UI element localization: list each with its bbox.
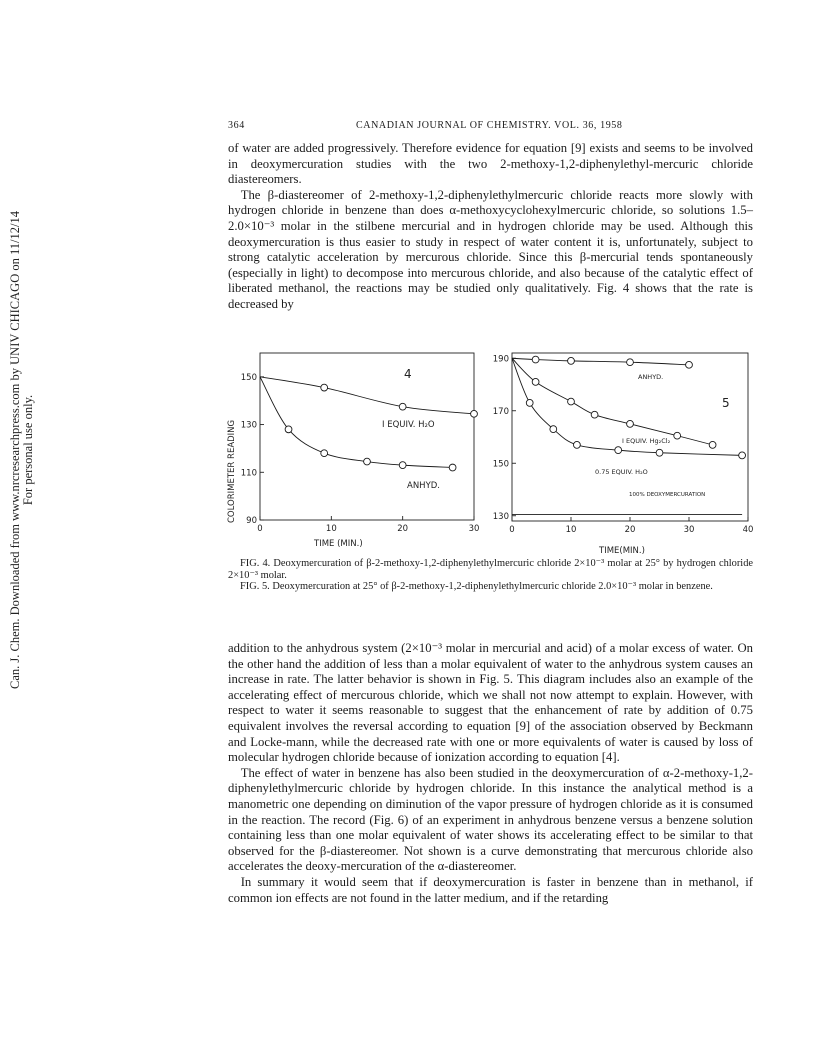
chart-5-series-2-point xyxy=(550,426,557,433)
chart-5-series-line-1 xyxy=(512,358,713,445)
chart-5-x-tick-label: 10 xyxy=(565,525,577,535)
chart-5-series-2-point xyxy=(574,441,581,448)
figure-5-series-label-2: I EQUIV. Hg₂Cl₂ xyxy=(622,437,671,445)
chart-5-series-0-point xyxy=(568,357,575,364)
body-text-top: of water are added progressively. Therefore evidence for equation [9] exists and seems to be involved in deoxymercuration studies with the two 2-methoxy-1,2-diphenylethyl-mercuric chloride diastereomers. The β-diastereomer of 2-methoxy-1,2-diphenylethylmercuric chloride reacts more slowly with hydrogen chloride in benzene than does α-methoxycyclohexylmercuric chloride, so solutions 1.5–2.0×10⁻³ molar in the stilbene mercurial and in hydrogen chloride may be used. Although this deoxymercuration is thus easier to study in respect of water content it is, unfortunately, subject to strong catalytic acceleration by mercurous chloride. Since this β-mercurial tends spontaneously (especially in light) to decompose into mercurous chloride, and also because of the catalytic effect of liberated methanol, the reactions may be studied only qualitatively. Fig. 4 shows that the rate is decreased by xyxy=(228,141,753,311)
figure-4-y-axis-label: COLORIMETER READING xyxy=(227,419,237,523)
figure-4-series-label-2: ANHYD. xyxy=(407,481,441,491)
figure-5-series-label-3: 0.75 EQUIV. H₂O xyxy=(595,468,648,476)
watermark-line-1: Can. J. Chem. Downloaded from www.nrcresearchpress.com by UNIV CHICAGO on 11/12/14 xyxy=(8,211,22,689)
figure-4-axes xyxy=(241,353,480,534)
chart-5-series-0-point xyxy=(686,361,693,368)
chart-5-y-tick-label: 190 xyxy=(492,354,509,365)
chart-5-y-tick-label: 150 xyxy=(492,459,509,470)
chart-5-series-0-point xyxy=(532,356,539,363)
chart-5-series-1-point xyxy=(627,420,634,427)
chart-4-y-tick-label: 110 xyxy=(240,468,257,479)
chart-4-frame xyxy=(260,353,474,520)
chart-5-series-1-point xyxy=(674,432,681,439)
chart-4-series-1-point xyxy=(321,450,328,457)
chart-5-series-0-point xyxy=(627,359,634,366)
chart-4-x-tick-label: 30 xyxy=(468,524,480,534)
figure-captions xyxy=(228,558,753,593)
chart-5-series-1-point xyxy=(568,398,575,405)
figure-5-chart xyxy=(480,343,760,558)
chart-5-series-2-point xyxy=(656,449,663,456)
chart-4-series-line-0 xyxy=(260,377,474,414)
journal-title: CANADIAN JOURNAL OF CHEMISTRY. VOL. 36, 1958 xyxy=(356,120,623,131)
chart-4-series-1-point xyxy=(364,458,371,465)
chart-4-y-tick-label: 90 xyxy=(246,516,257,526)
chart-4-series-1-point xyxy=(449,464,456,471)
chart-4-series-1-point xyxy=(399,462,406,469)
figure-4-x-axis-label: TIME (MIN.) xyxy=(314,539,363,548)
chart-5-x-tick-label: 20 xyxy=(624,525,636,535)
chart-5-x-tick-label: 0 xyxy=(509,525,515,535)
figure-4-panel-label: 4 xyxy=(404,367,412,381)
chart-4-x-tick-label: 0 xyxy=(257,524,263,534)
figure-4-series-label-1: I EQUIV. H₂O xyxy=(382,420,435,430)
chart-5-series-1-point xyxy=(532,378,539,385)
figure-5-x-axis-label: TIME(MIN.) xyxy=(599,546,645,556)
chart-5-series-2-point xyxy=(615,447,622,454)
chart-4-y-tick-label: 130 xyxy=(240,420,257,431)
chart-5-x-tick-label: 30 xyxy=(683,525,695,535)
figure-5-series-label-4: 100% DEOXYMERCURATION xyxy=(629,492,706,498)
chart-5-x-tick-label: 40 xyxy=(742,525,754,535)
download-watermark xyxy=(0,211,44,689)
chart-4-series-0-point xyxy=(471,410,478,417)
figure-5-series xyxy=(512,356,746,514)
chart-4-series-0-point xyxy=(399,403,406,410)
chart-5-series-1-point xyxy=(709,441,716,448)
figure-4-caption: FIG. 4. Deoxymercuration of β-2-methoxy-1,2-diphenylethylmercuric chloride 2×10⁻³ molar at 25° by hydrogen chloride 2×10⁻³ molar. xyxy=(228,558,753,581)
chart-5-y-tick-label: 170 xyxy=(492,406,509,417)
chart-5-series-2-point xyxy=(526,399,533,406)
watermark-line-2: For personal use only. xyxy=(21,394,35,506)
chart-4-x-tick-label: 20 xyxy=(397,524,409,534)
figure-5-caption: FIG. 5. Deoxymercuration at 25° of β-2-methoxy-1,2-diphenylethylmercuric chloride 2.0×10⁻³ molar in benzene. xyxy=(240,581,713,592)
chart-5-series-2-point xyxy=(739,452,746,459)
chart-4-series-1-point xyxy=(285,426,292,433)
page-number: 364 xyxy=(228,120,245,131)
chart-4-y-tick-label: 150 xyxy=(240,372,257,383)
figure-5-series-label-1: ANHYD. xyxy=(638,373,664,381)
figure-5-panel-label: 5 xyxy=(722,396,730,410)
figure-4-chart xyxy=(222,343,484,548)
figure-4-series xyxy=(260,377,477,471)
body-text-bottom: addition to the anhydrous system (2×10⁻³ molar in mercurial and acid) of a molar excess of water. On the other hand the addition of less than a molar equivalent of water to the anhydrous system causes an increase in rate. The latter behavior is shown in Fig. 5. This diagram includes also an example of the accelerating effect of mercurous chloride, which we shall not now attempt to explain. However, with respect to water it seems reasonable to suggest that the enhancement of rate by addition of 0.75 equivalent involves the reversal according to equation [9] of the association observed by Beckmann and Locke-mann, while the decreased rate with one or more equivalents of water is caused by loss of molecular hydrogen chloride because of ionization according to equation [4]. The effect of water in benzene has also been studied in the deoxymercuration of α-2-methoxy-1,2-diphenylethylmercuric chloride by hydrogen chloride. In this instance the analytical method is a manometric one depending on diminution of the vapor pressure of hydrogen chloride as it is consumed in the reaction. The record (Fig. 6) of an experiment in anhydrous benzene versus a benzene solution containing less than one molar equivalent of water shows its accelerating effect to be similar to that observed for the β-diastereomer. Not shown is a curve demonstrating that mercurous chloride also accelerates the deoxy-mercuration of the α-diastereomer. In summary it would seem that if deoxymercuration is faster in benzene than in methanol, if common ion effects are not found in the latter medium, and if the retarding xyxy=(228,641,753,905)
chart-4-series-0-point xyxy=(321,384,328,391)
chart-5-series-1-point xyxy=(591,411,598,418)
chart-5-y-tick-label: 130 xyxy=(492,511,509,522)
running-header xyxy=(228,120,753,136)
chart-4-x-tick-label: 10 xyxy=(325,524,337,534)
